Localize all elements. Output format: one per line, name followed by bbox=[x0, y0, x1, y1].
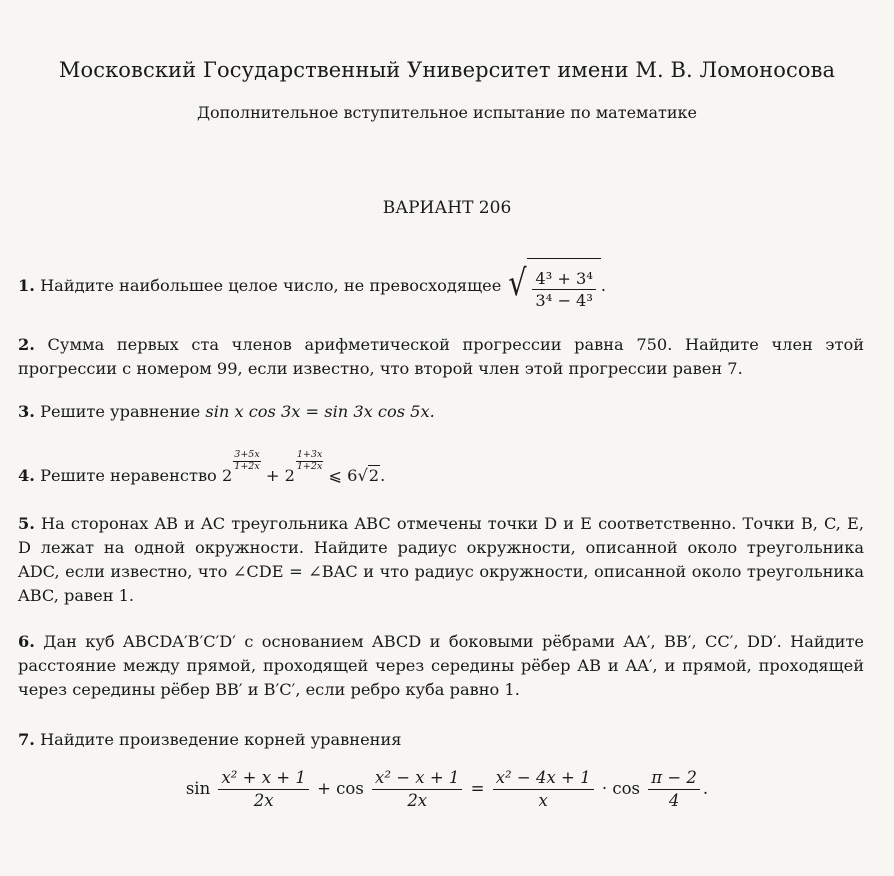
end-punct: . bbox=[600, 276, 606, 295]
fraction bbox=[493, 768, 594, 811]
problem-7-equation bbox=[0, 768, 894, 811]
fraction bbox=[218, 768, 308, 811]
exponent-fraction bbox=[296, 450, 323, 473]
base: 2 bbox=[221, 465, 233, 485]
numerator: π − 2 bbox=[648, 768, 700, 790]
square-root-expression bbox=[506, 258, 600, 315]
exponent-numerator: 3+5x bbox=[234, 449, 260, 460]
problem-5 bbox=[18, 512, 864, 608]
problem-text: Дан куб ABCDA′B′C′D′ с основанием ABCD и боковыми рёбрами AA′, BB′, CC′, DD′. Найдите расстояние между прямой, проходящей через середины рёбер AB и AA′, и прямой, проходящей через середины рёбер BB′ и B′C′, если ребро куба равно 1. bbox=[18, 632, 864, 699]
end-punct: . bbox=[702, 778, 709, 798]
problem-number: 7. bbox=[18, 730, 35, 749]
denominator: 3⁴ − 4³ bbox=[535, 291, 593, 310]
exponent-fraction bbox=[233, 450, 260, 473]
problem-2 bbox=[18, 333, 864, 381]
exponent-denominator: 1+2x bbox=[234, 460, 260, 472]
problem-text: Найдите произведение корней уравнения bbox=[40, 730, 402, 749]
problem-number: 1. bbox=[18, 276, 35, 295]
exponent-denominator: 1+2x bbox=[296, 460, 323, 472]
rhs: ⩽ 6 bbox=[328, 465, 358, 485]
problem-4 bbox=[18, 450, 864, 496]
problem-1 bbox=[18, 258, 864, 315]
radical-sign-icon: √ bbox=[508, 263, 528, 304]
problem-number: 6. bbox=[18, 632, 35, 651]
plus-sign: + bbox=[265, 465, 280, 485]
numerator: x² − x + 1 bbox=[372, 768, 462, 790]
exam-subtitle: Дополнительное вступительное испытание по математике bbox=[196, 103, 698, 122]
end-punct: . bbox=[380, 465, 386, 485]
radicand: 2 bbox=[368, 465, 380, 485]
denominator: 4 bbox=[668, 790, 680, 810]
denominator: 2x bbox=[407, 790, 428, 810]
variant-heading: ВАРИАНТ 206 bbox=[382, 198, 512, 218]
fraction bbox=[532, 269, 595, 311]
base: 2 bbox=[284, 465, 295, 485]
dot-cos: · cos bbox=[601, 778, 640, 798]
fraction bbox=[648, 768, 700, 811]
problem-text: Решите уравнение bbox=[40, 402, 201, 421]
problem-3 bbox=[18, 400, 864, 424]
equation: sin x cos 3x = sin 3x cos 5x. bbox=[205, 402, 435, 421]
problem-number: 3. bbox=[18, 402, 35, 421]
problem-text: Сумма первых ста членов арифметической прогрессии равна 750. Найдите член этой прогрессии с номером 99, если известно, что второй член этой прогрессии равен 7. bbox=[18, 335, 864, 378]
problem-number: 5. bbox=[18, 514, 35, 533]
problem-text: Решите неравенство bbox=[40, 465, 217, 485]
denominator: x bbox=[538, 790, 548, 810]
plus-cos: + cos bbox=[317, 778, 364, 798]
numerator: 4³ + 3⁴ bbox=[532, 269, 595, 290]
exponent-numerator: 1+3x bbox=[296, 449, 323, 460]
problem-text: Найдите наибольшее целое число, не превосходящее bbox=[40, 276, 502, 295]
denominator: 2x bbox=[253, 790, 274, 810]
numerator: x² − 4x + 1 bbox=[493, 768, 594, 790]
sin-function: sin bbox=[185, 778, 211, 798]
problem-7 bbox=[18, 728, 864, 752]
problem-6 bbox=[18, 630, 864, 702]
problem-number: 2. bbox=[18, 335, 35, 354]
equals-sign: = bbox=[470, 778, 485, 798]
radical-sign-icon: √ bbox=[357, 465, 368, 485]
numerator: x² + x + 1 bbox=[218, 768, 308, 790]
problem-text: На сторонах AB и AC треугольника ABC отмечены точки D и E соответственно. Точки B, C, E, D лежат на одной окружности. Найдите радиус окружности, описанной около треугольника ADC, если известно, что ∠CDE = ∠BAC и что радиус окружности, описанной около треугольника ABC, равен 1. bbox=[18, 514, 864, 605]
university-title: Московский Государственный Университет имени М. В. Ломоносова bbox=[58, 58, 836, 82]
problem-number: 4. bbox=[18, 465, 35, 485]
fraction bbox=[372, 768, 462, 811]
